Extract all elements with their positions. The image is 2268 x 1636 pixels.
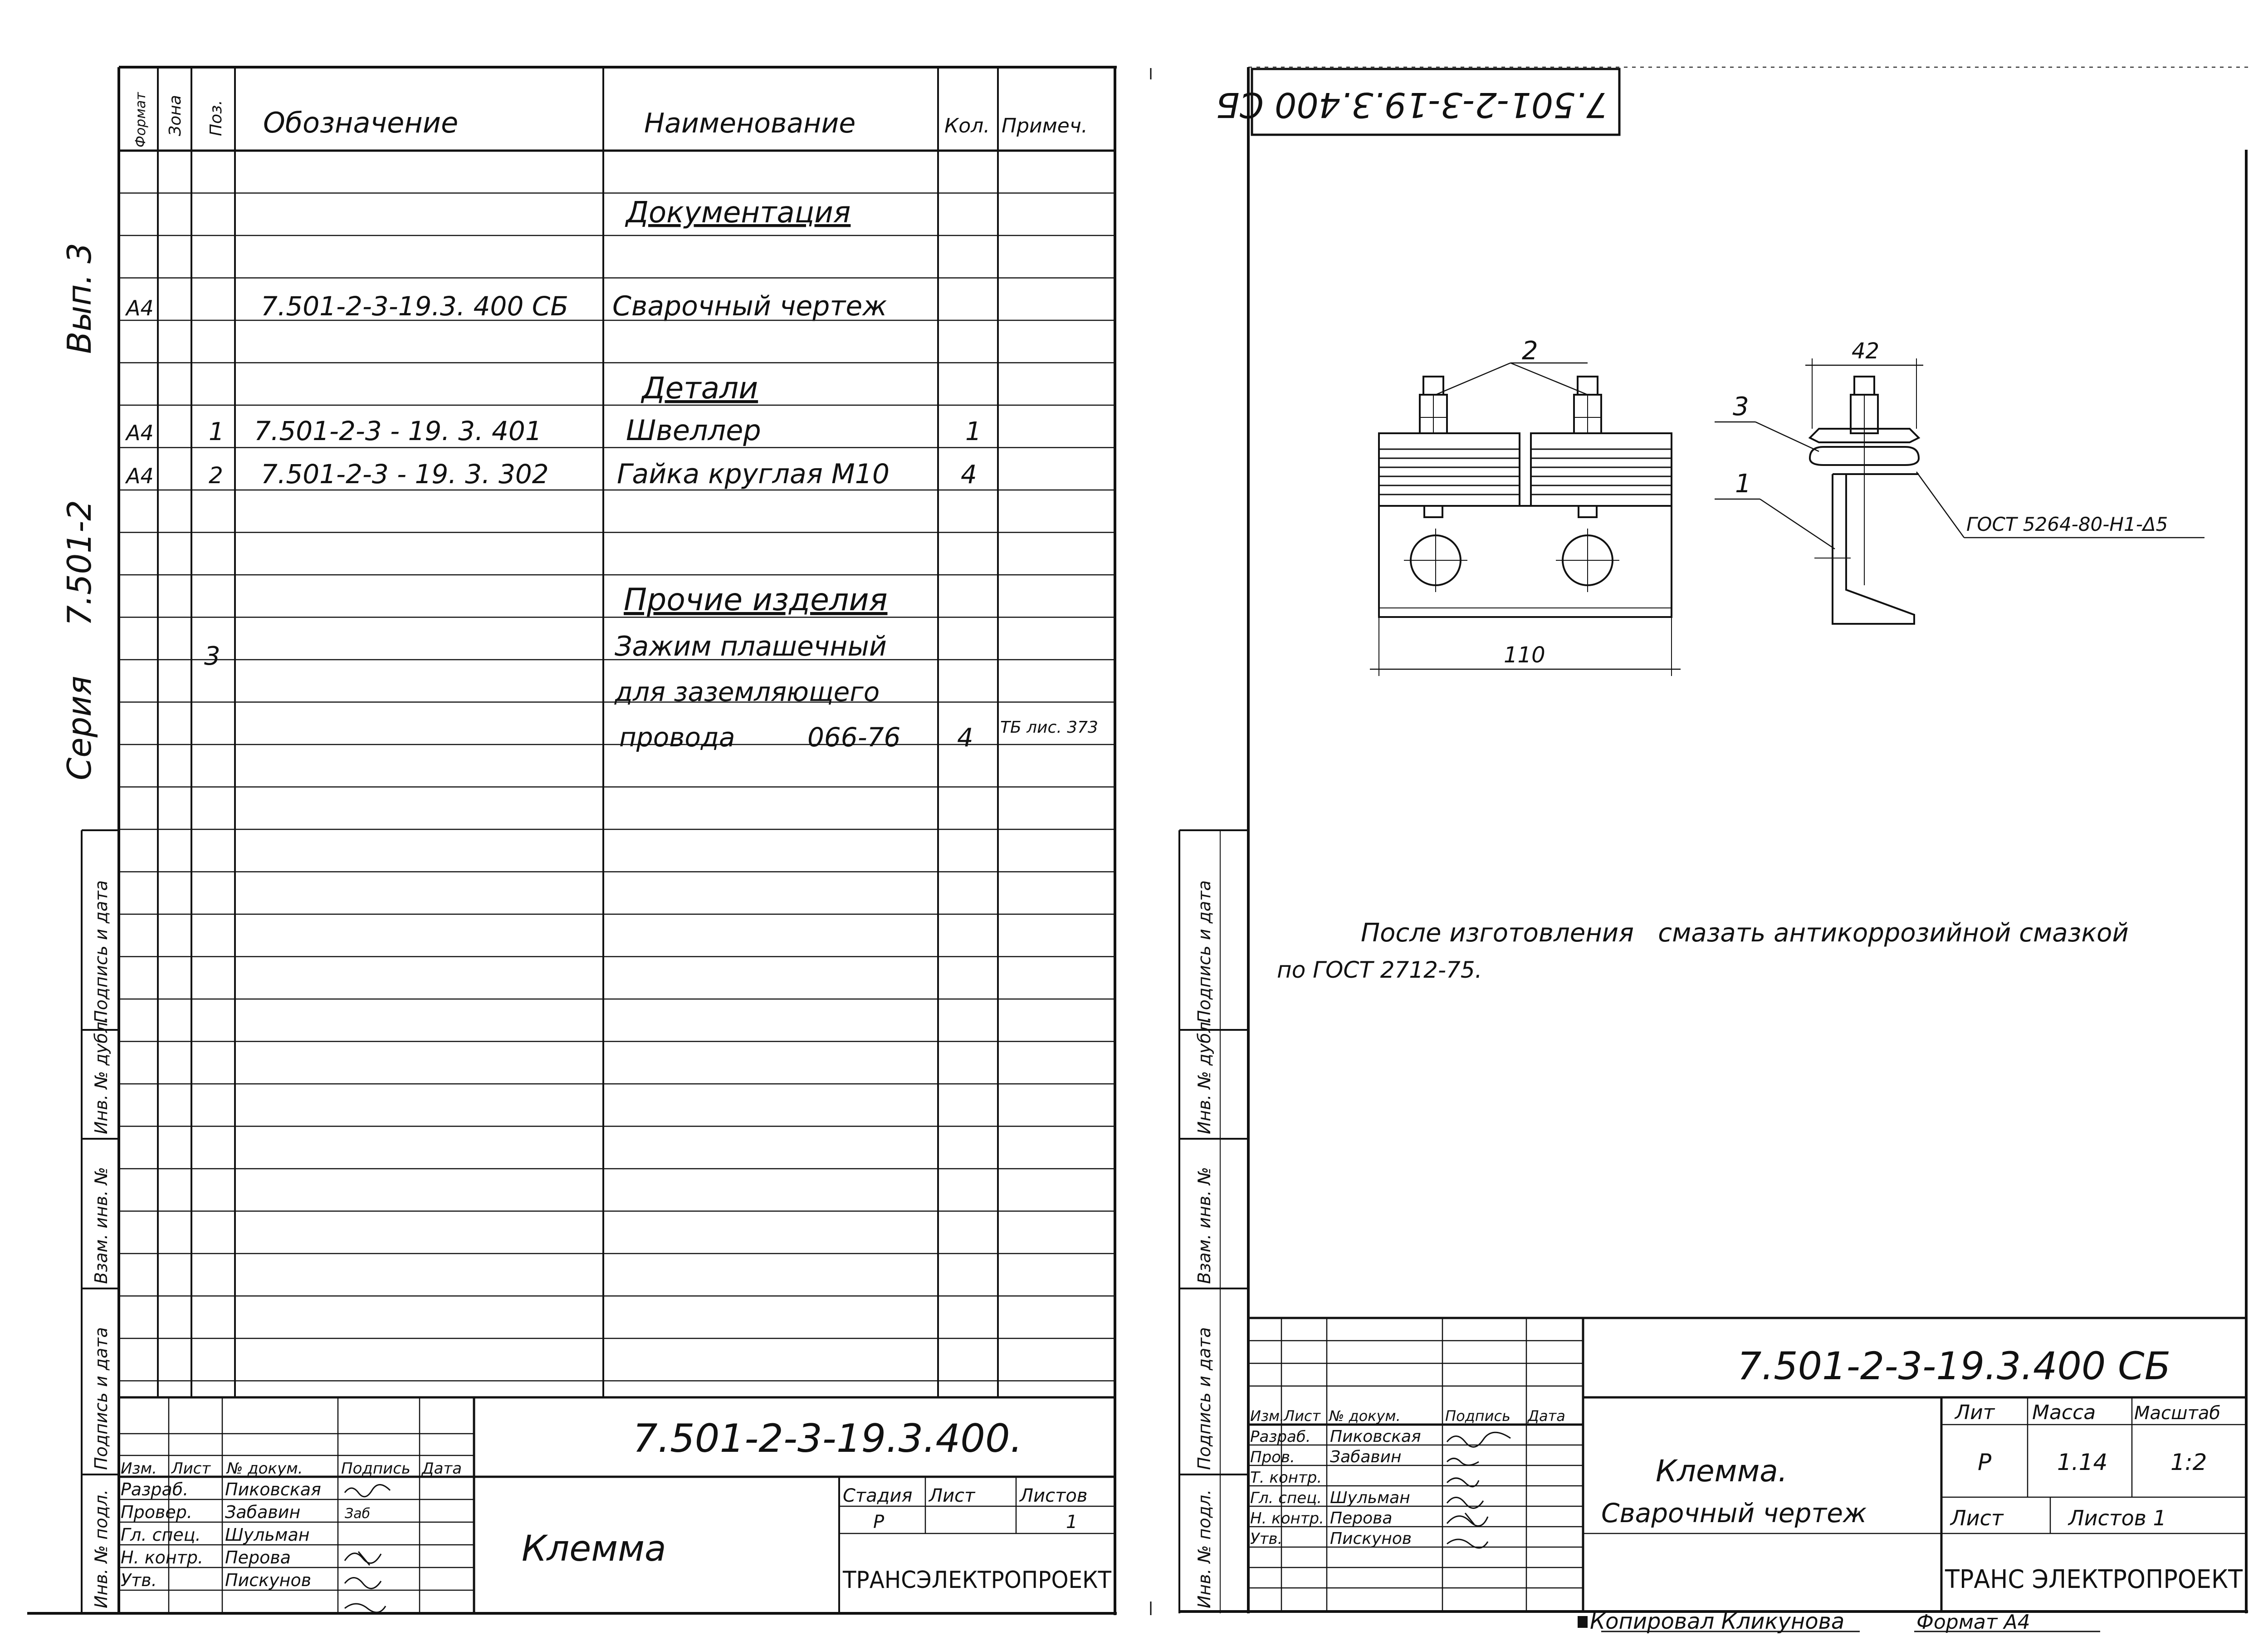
weld-spec: ГОСТ 5264-80-Н1-Δ5 [1966,513,2168,535]
row2-name: Гайка круглая М10 [617,458,890,490]
row3-note: ТБ лис. 373 [1000,718,1098,737]
right-note [1277,918,2129,983]
left-title-block [121,1416,1111,1594]
rtb-role-6: Утв. [1250,1530,1283,1548]
strip-inv-dubl: Инв. № дубл. [91,1016,111,1134]
row3-name-line3: провода [619,722,735,753]
row1-qty: 1 [965,417,982,446]
note-line-2: по ГОСТ 2712-75. [1277,957,1482,983]
section-other: Прочие изделия [624,582,888,618]
tb-name-4: Перова [225,1548,291,1567]
rtb-name-2: Забавин [1330,1448,1402,1466]
mass-label: Масса [2032,1401,2096,1424]
rtb-name-1: Пиковская [1330,1427,1421,1446]
issue-label: Вып. 3 [60,243,98,354]
row2-format: А4 [126,464,154,488]
left-org: ТРАНСЭЛЕКТРОПРОЕКТ [842,1567,1112,1594]
callout-2: 2 [1522,336,1538,366]
sheets-label: Листов [1020,1485,1088,1506]
lit-value: Р [1978,1449,1992,1475]
rtb-name-5: Перова [1330,1509,1393,1528]
rtb-role-4: Гл. спец. [1250,1489,1322,1507]
side-view [1805,358,1923,624]
row3-name-line1: Зажим плашечный [615,631,887,662]
spec-rows [125,196,1098,753]
row-drawing-name: Сварочный чертеж [612,290,887,322]
tb-initials-1: Заб [345,1506,371,1522]
clamp-plate-left [1379,433,1520,506]
footer [1578,1609,2030,1634]
row1-name: Швеллер [626,414,761,447]
stage-label: Стадия [843,1485,913,1506]
scale-label: Масштаб [2134,1403,2221,1424]
nut-left [1420,377,1447,517]
lit-label: Лит [1955,1401,1995,1424]
tb-col-podp: Подпись [341,1460,411,1478]
strip-vzam-inv: Взам. инв. № [91,1166,111,1284]
left-strip-labels [91,880,111,1608]
callout-1: 1 [1735,469,1751,499]
right-sheet [1179,67,2250,1631]
right-title-line-1: Клемма. [1656,1454,1788,1489]
tb-col-izm: Изм. [121,1460,157,1478]
left-signatures [345,1485,390,1612]
row3-pos: 3 [204,642,220,671]
strip-sign-date-2: Подпись и дата [91,1327,111,1470]
right-doc-number: 7.501-2-3-19.3.400 СБ [1737,1344,2171,1388]
nut-right [1574,377,1601,517]
right-strip-sign-date-2: Подпись и дата [1194,1327,1214,1470]
right-strip-inv-podl: Инв. № подл. [1194,1489,1214,1608]
section-parts: Детали [642,371,758,406]
header-zone: Зона [166,95,185,136]
right-inverted-code: 7.501-2-3-19.3.400 СБ [1216,85,1608,125]
tb-name-2: Забавин [225,1502,301,1522]
dimension-42: 42 [1852,338,1880,364]
rtb-role-1: Разраб. [1250,1428,1311,1446]
right-title-line-2: Сварочный чертеж [1601,1498,1867,1528]
tb-name-3: Шульман [225,1525,310,1545]
row2-designation: 7.501-2-3 - 19. 3. 302 [261,459,549,490]
spec-headers [133,92,1088,147]
strip-sign-date-1: Подпись и дата [91,880,111,1023]
rtb-name-4: Шульман [1330,1489,1410,1507]
footer-copied: Копировал Кликунова [1590,1609,1845,1634]
row3-name-line2: для заземляющего [615,676,880,707]
dimension-110: 110 [1504,642,1545,668]
left-side-labels [60,243,98,780]
callout-3: 3 [1733,392,1749,421]
tb-name-1: Пиковская [225,1479,321,1499]
mass-value: 1.14 [2057,1449,2108,1475]
header-designation: Обозначение [263,106,459,139]
right-title-block [1250,1344,2243,1594]
clamp-plate-right [1531,433,1672,506]
right-strip-vzam-inv: Взам. инв. № [1194,1166,1214,1284]
tb-col-data: Дата [422,1460,462,1478]
footer-format: Формат А4 [1916,1611,2030,1634]
footer-marker [1578,1616,1588,1628]
sheets-value: 1 [1066,1512,1078,1533]
row1-designation: 7.501-2-3 - 19. 3. 401 [254,416,542,446]
tb-name-5: Пискунов [225,1570,312,1590]
scale-value: 1:2 [2170,1449,2207,1475]
series-label: Серия [60,676,98,780]
strip-inv-podl: Инв. № подл. [91,1489,111,1608]
header-qty: Кол. [944,114,990,137]
right-strip-sign-date-1: Подпись и дата [1194,880,1214,1023]
rtb-role-2: Пров. [1250,1448,1295,1466]
rtb-col-ndok: № докум. [1329,1407,1401,1425]
left-doc-number: 7.501-2-3-19.3.400. [633,1416,1023,1461]
row-drawing-designation: 7.501-2-3-19.3. 400 СБ [261,291,569,322]
tb-col-ndok: № докум. [227,1460,303,1478]
note-line-1: После изготовления смазать антикоррозийной смазкой [1361,918,2129,948]
rtb-name-6: Пискунов [1330,1529,1412,1548]
row2-qty: 4 [961,460,977,490]
row3-code: 066-76 [807,722,901,753]
rtb-col-data: Дата [1528,1407,1565,1425]
rtb-role-3: Т. контр. [1250,1469,1322,1487]
front-view-body [1379,506,1672,617]
rtb-col-izm: Изм. [1250,1407,1285,1425]
header-note: Примеч. [1002,114,1088,137]
series-code: 7.501-2 [60,500,98,626]
tb-role-4: Н. контр. [121,1548,204,1567]
right-strip-inv-dubl: Инв. № дубл. [1194,1016,1214,1134]
header-format: Формат [133,92,149,147]
row2-pos: 2 [209,462,223,489]
tb-role-3: Гл. спец. [121,1525,201,1545]
left-title: Клемма [522,1528,666,1569]
right-signatures [1447,1432,1510,1548]
rtb-col-podp: Подпись [1445,1407,1510,1425]
right-sheet-label: Лист [1950,1506,2004,1530]
drawing-labels [1504,336,2168,668]
tb-role-2: Провер. [121,1502,192,1522]
rtb-role-5: Н. контр. [1250,1509,1324,1528]
tb-role-1: Разраб. [121,1479,189,1499]
header-pos: Поз. [207,100,225,136]
left-sheet [27,67,1117,1615]
rtb-col-list: Лист [1284,1407,1321,1425]
right-strip-labels [1194,880,1214,1608]
tb-col-list: Лист [171,1460,211,1478]
header-name: Наименование [644,108,856,139]
sheet-label: Лист [929,1485,975,1506]
row-drawing-format: А4 [126,296,154,320]
right-org: ТРАНС ЭЛЕКТРОПРОЕКТ [1945,1565,2243,1594]
stage-value: Р [873,1512,885,1533]
right-sheets-label: Листов 1 [2068,1506,2166,1530]
row3-qty: 4 [957,723,973,753]
tb-role-5: Утв. [121,1570,157,1590]
section-docs: Документация [626,196,851,230]
row1-format: А4 [126,421,154,445]
row1-pos: 1 [209,417,225,446]
